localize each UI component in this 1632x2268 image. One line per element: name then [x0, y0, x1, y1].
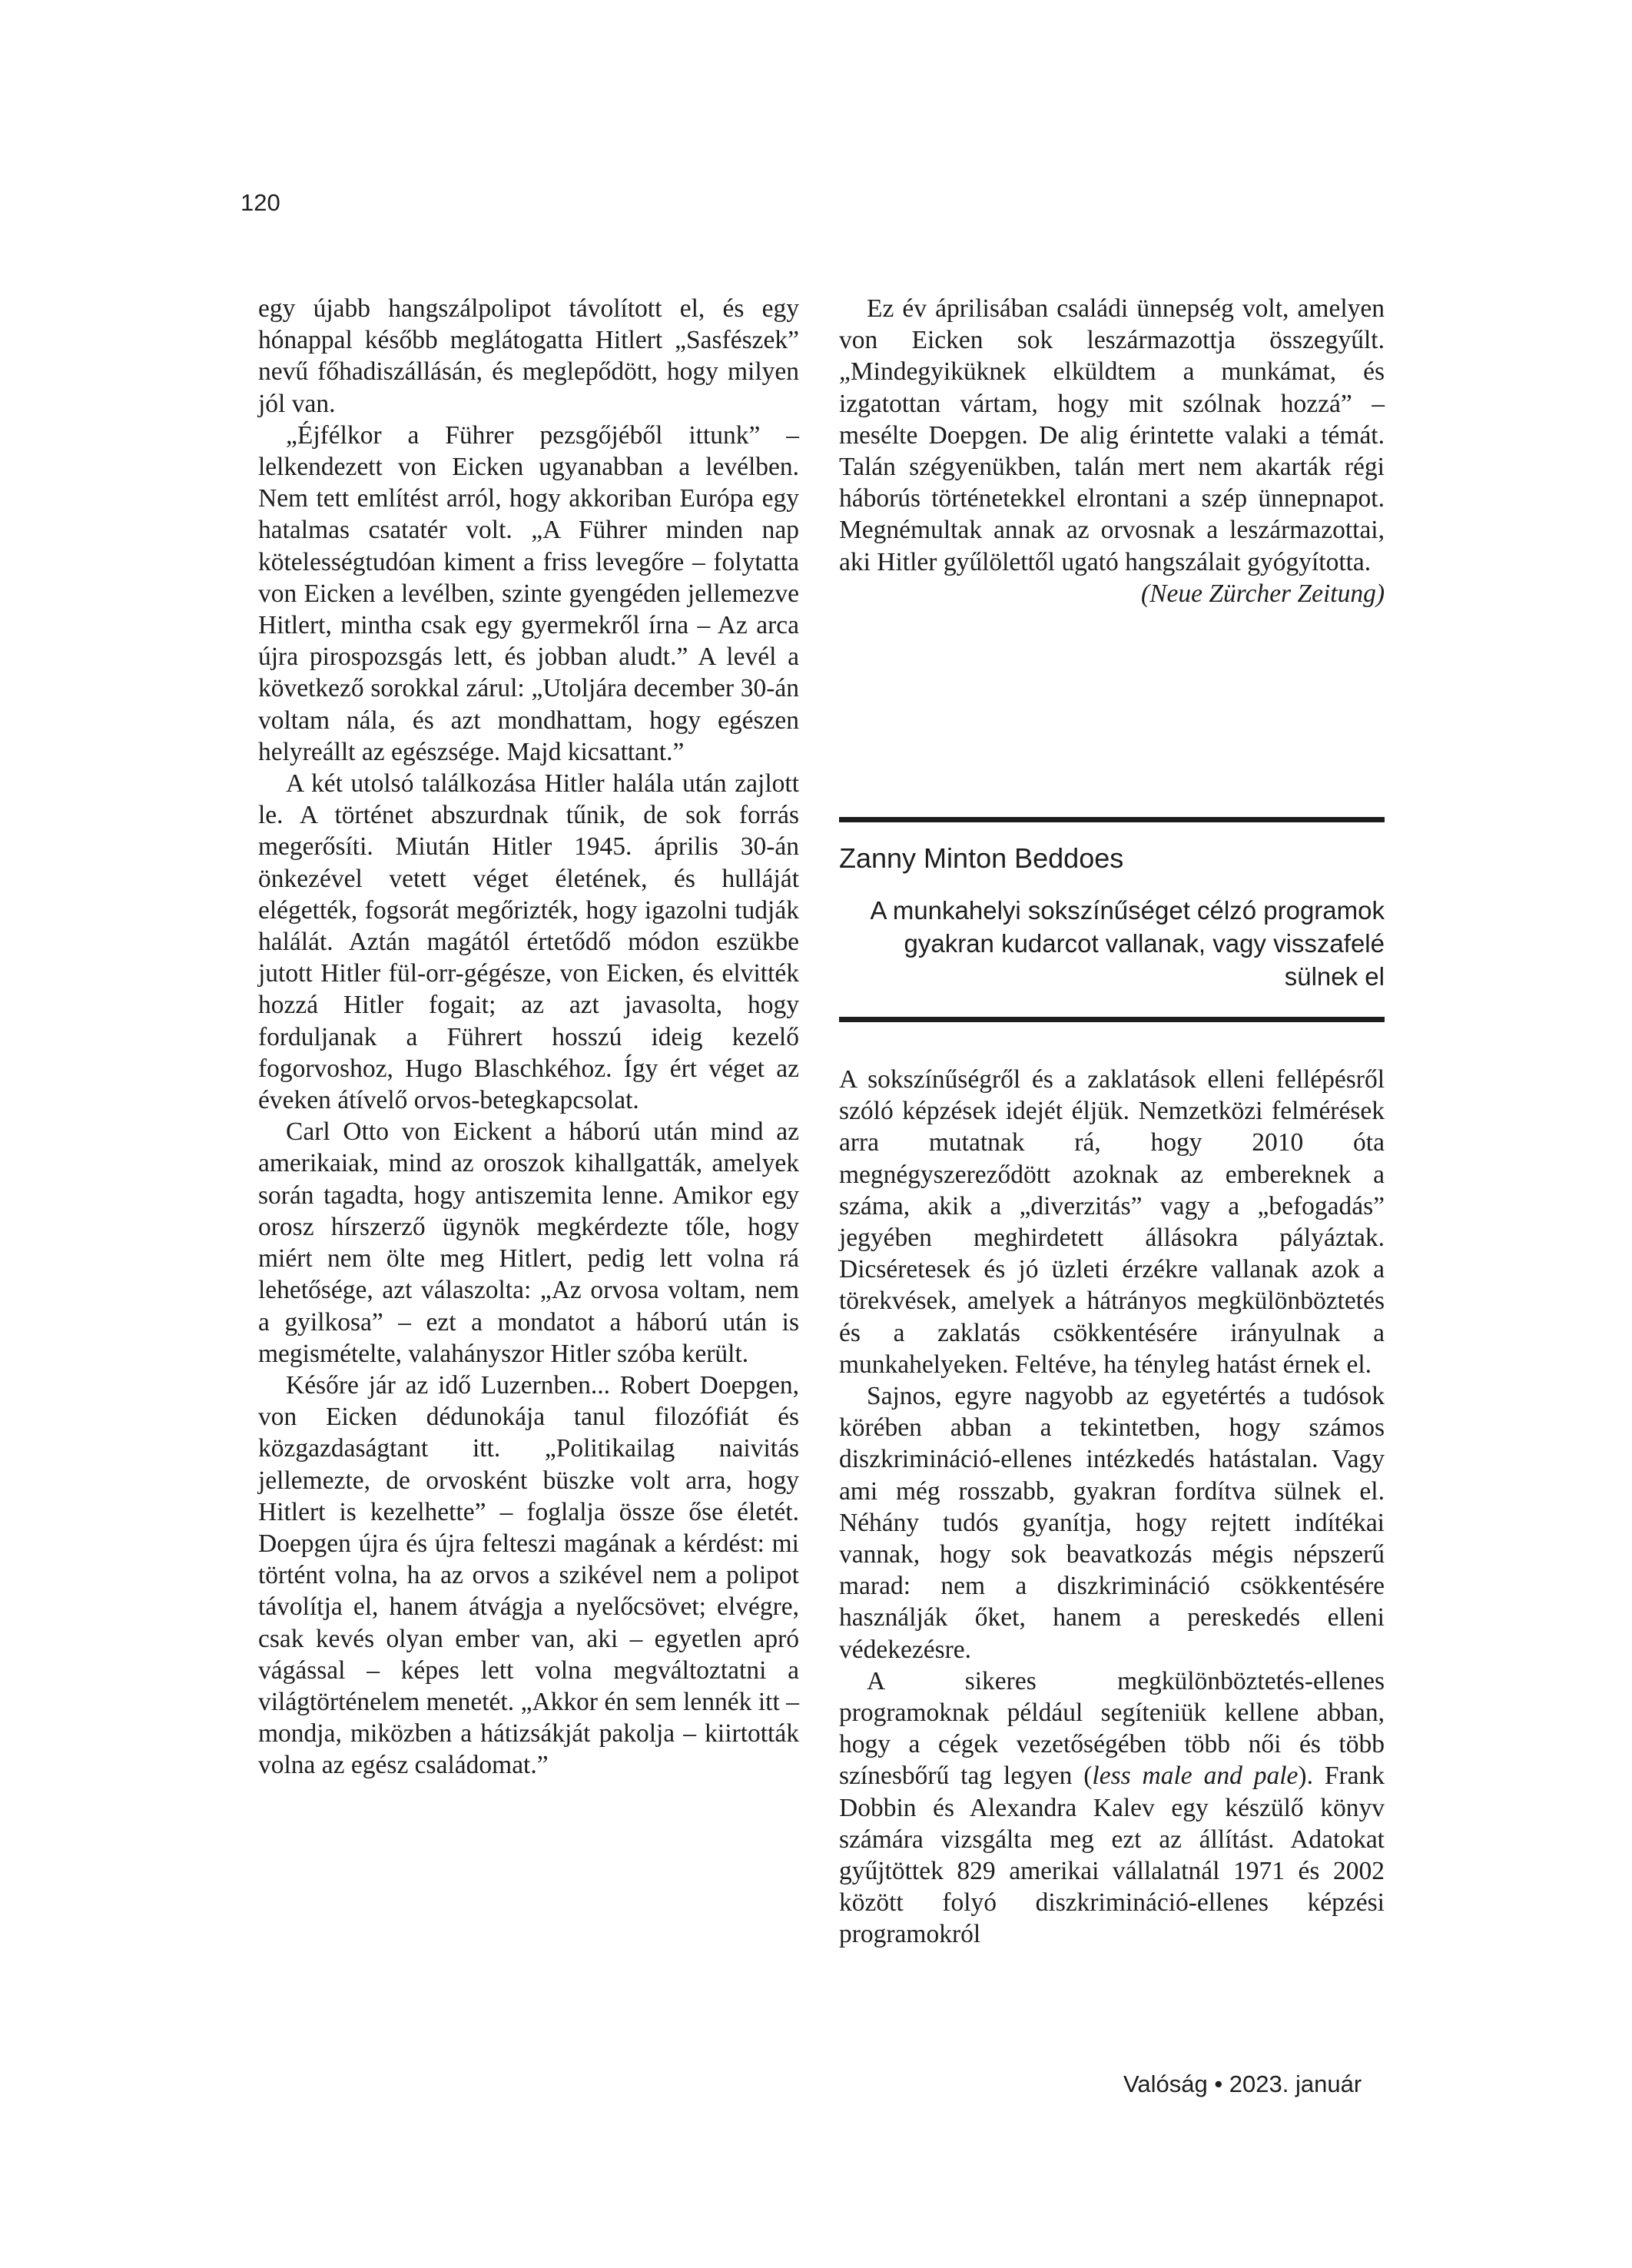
page-footer: Valóság • 2023. január — [1123, 2070, 1362, 2097]
source-attribution: (Neue Zürcher Zeitung) — [1141, 579, 1385, 608]
paragraph: „Éjfélkor a Führer pezsgőjéből ittunk” – lelkendezett von Eicken ugyanabban a levélben. Nem tett említést arról, hogy akkoriban Európa egy hatalmas csatatér volt. „A Führer minden nap kötelességtudóan kiment a friss levegőre – folytatta von Eicken a levélben, szinte gyengéden jellemezve Hitlert, mintha csak egy gyermekről írna – Az arca újra pirospozsgás lett, és jobban aludt.” A levél a következő sorokkal zárul: „Utoljára december 30-án voltam nála, és azt mondhattam, hogy egészen helyreállt az egészsége. Majd kicsattant.” — [258, 420, 799, 766]
article-title: A munkahelyi sokszínűséget célzó programok gyakran kudarcot vallanak, vagy visszafelé sülnek el — [870, 896, 1385, 991]
paragraph: A két utolsó találkozása Hitler halála után zajlott le. A történet abszurdnak tűnik, de sok forrás megerősíti. Miután Hitler 1945. április 30-án önkezével vetett véget életének, és hulláját elégették, fogsorát megőrizték, hogy igazolni tudják halálát. Aztán magától értetődő módon eszükbe jutott Hitler fül-orr-gégésze, von Eicken, és elvitték hozzá Hitler fogait; az azt javasolta, hogy forduljanak a Führert hosszú ideig kezelő fogorvoshoz, Hugo Blaschkéhoz. Így ért véget az éveken átívelő orvos-betegkapcsolat. — [258, 769, 799, 1115]
italic-phrase: less male and pale — [1092, 1762, 1299, 1791]
paragraph-text: ). Frank Dobbin és Alexandra Kalev egy készülő könyv számára vizsgálta meg ezt az állítást. Adatokat gyűjtöttek 829 amerikai vállalatnál 1971 és 2002 között folyó diszkrimináció-ellenes képzési programokról — [839, 1762, 1385, 1949]
paragraph: Sajnos, egyre nagyobb az egyetértés a tudósok körében abban a tekintetben, hogy számos diszkrimináció-ellenes intézkedés hatástalan. Vagy ami még rosszabb, gyakran fordítva sülnek el. Néhány tudós gyanítja, hogy rejtett indítékai vannak, hogy sok beavatkozás mégis népszerű marad: nem a diszkrimináció csökkentésére használják őket, hanem a pereskedés elleni védekezésre. — [839, 1382, 1385, 1664]
page-number: 120 — [240, 189, 280, 216]
paragraph: Ez év áprilisában családi ünnepség volt, amelyen von Eicken sok leszármazottja összegyűlt. „Mindegyiküknek elküldtem a munkámat, és izgatottan vártam, hogy mit szólnak hozzá” – mesélte Doepgen. De alig érintette valaki a témát. Talán szégyenükben, talán mert nem akarták régi háborús történetekkel elrontani a szép ünnepnapot. Megnémultak annak az orvosnak a leszármazottai, aki Hitler gyűlölettől ugató hangszálait gyógyította. — [839, 294, 1385, 576]
divider-rule-top — [839, 817, 1385, 822]
right-column-new-article — [839, 1064, 1385, 1951]
paragraph: A sokszínűségről és a zaklatások elleni fellépésről szóló képzések idejét éljük. Nemzetközi felmérések arra mutatnak rá, hogy 2010 óta megnégyszereződött azoknak az embereknek a száma, akik a „diverzitás” vagy a „befogadás” jegyében meghirdetett állásokra pályáztak. Dicséretesek és jó üzleti érzékre vallanak azok a törekvések, amelyek a hátrányos megkülönböztetés és a zaklatás csökkentésére irányulnak a munkahelyeken. Feltéve, ha tényleg hatást érnek el. — [839, 1065, 1385, 1379]
paragraph-text: A sikeres megkülönböztetés-ellenes programoknak például segíteniük kellene abban, hogy a cégek vezetőségében több női és több színesbőrű tag legyen ( — [839, 1666, 1385, 1791]
right-column-article-ending — [839, 293, 1385, 609]
article-author: Zanny Minton Beddoes — [839, 842, 1124, 874]
paragraph: Későre jár az idő Luzernben... Robert Doepgen, von Eicken dédunokája tanul filozófiát és közgazdaságtant itt. „Politikailag naivitás jellemezte, de orvosként büszke volt arra, hogy Hitlert is kezelhette” – foglalja össze őse életét. Doepgen újra és újra felteszi magának a kérdést: mi történt volna, ha az orvos a szikével nem a polipot távolítja el, hanem átvágja a nyelőcsövet; elvégre, csak kevés olyan ember van, aki – egyetlen apró vágással – képes lett volna megváltoztatni a világtörténelem menetét. „Akkor én sem lennék itt – mondja, miközben a hátizsákját pakolja – kiirtották volna az egész családomat.” — [258, 1370, 799, 1780]
paragraph: egy újabb hangszálpolipot távolított el, és egy hónappal később meglátogatta Hitlert „Sasfészek” nevű főhadiszállásán, és meglepődött, hogy milyen jól van. — [258, 294, 799, 418]
paragraph — [839, 1665, 1385, 1951]
paragraph: Carl Otto von Eickent a háború után mind az amerikaiak, mind az oroszok kihallgatták, amelyek során tagadta, hogy antiszemita lenne. Amikor egy orosz hírszerző ügynök megkérdezte tőle, hogy miért nem ölte meg Hitlert, pedig lett volna rá lehetősége, azt válaszolta: „Az orvosa voltam, nem a gyilkosa” – ezt a mondatot a háború után is megismételte, valahányszor Hitler szóba került. — [258, 1117, 799, 1368]
divider-rule-bottom — [839, 1017, 1385, 1022]
left-column — [258, 293, 799, 1782]
